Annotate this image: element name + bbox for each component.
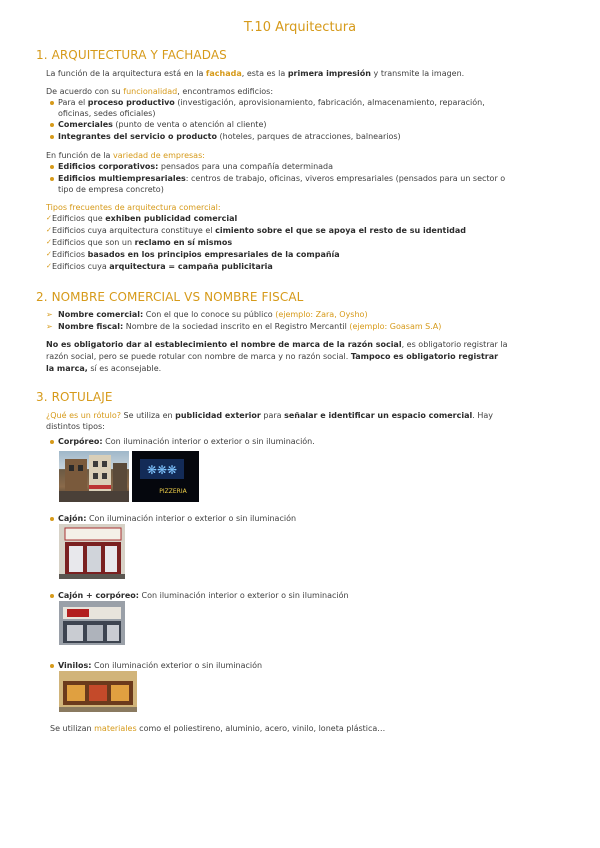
commercial-name: Nombre comercial: Con el que lo conoce su público (ejemplo: Zara, Oysho) xyxy=(58,310,368,319)
type-3: Edificios que son un reclamo en sí mismos xyxy=(52,238,233,247)
bullet-productive-cont: oficinas, sedes oficiales) xyxy=(58,109,156,118)
bullet-icon xyxy=(50,517,54,521)
document-title: T.10 Arquitectura xyxy=(243,20,357,35)
sign-type-cajon: Cajón: Con iluminación interior o exterior o sin iluminación xyxy=(58,514,297,523)
bullet-icon xyxy=(50,135,54,139)
building-illustration xyxy=(59,451,129,502)
vinyl-illustration xyxy=(59,671,137,712)
fiscal-name: Nombre fiscal: Nombre de la sociedad inscrito en el Registro Mercantil (ejemplo: Goasam S.A) xyxy=(58,322,442,331)
bullet-icon xyxy=(50,664,54,668)
photo-vinyl-storefront xyxy=(59,671,137,712)
bullet-icon xyxy=(50,101,54,105)
s2-paragraph-line-3: la marca, sí es aconsejable. xyxy=(46,364,162,373)
bullet-icon xyxy=(50,177,54,181)
arrow-icon: ➢ xyxy=(46,322,53,331)
pizzeria-sign-text: PIZZERIA xyxy=(159,488,187,495)
s1-intro: La función de la arquitectura está en la fachada, esta es la primera impresión y transmite la imagen. xyxy=(46,69,465,78)
shop-illustration xyxy=(59,524,125,579)
materials-line: Se utilizan materiales como el poliestireno, aluminio, acero, vinilo, loneta plástica… xyxy=(50,724,386,733)
bullet-commercial: Comerciales (punto de venta o atención al cliente) xyxy=(58,120,267,129)
photo-box-sign-shop xyxy=(59,524,125,579)
check-icon: ✓ xyxy=(46,214,52,222)
neon-sign-illustration xyxy=(132,451,199,502)
type-2: Edificios cuya arquitectura constituye el cimiento sobre el que se apoya el resto de su identidad xyxy=(52,226,466,235)
sign-type-corporeo: Corpóreo: Con iluminación interior o exterior o sin iluminación. xyxy=(58,437,315,446)
type-4: Edificios basados en los principios empresariales de la compañía xyxy=(52,250,340,259)
check-icon: ✓ xyxy=(46,250,52,258)
bullet-productive: Para el proceso productivo (investigación, aprovisionamiento, fabricación, almacenamiento, reparación, xyxy=(58,98,485,107)
bullet-integrated: Integrantes del servicio o producto (hoteles, parques de atracciones, balnearios) xyxy=(58,132,401,141)
type-1: Edificios que exhiben publicidad comercial xyxy=(52,214,238,223)
s2-paragraph-line-1: No es obligatorio dar al establecimiento el nombre de marca de la razón social, es obligatorio registrar la xyxy=(46,340,508,349)
bullet-icon xyxy=(50,440,54,444)
arrow-icon: ➢ xyxy=(46,310,53,319)
s1-types-heading: Tipos frecuentes de arquitectura comercial: xyxy=(46,203,221,212)
section-3-heading: 3. ROTULAJE xyxy=(36,390,113,404)
bullet-icon xyxy=(50,123,54,127)
svg-text:❋❋❋: ❋❋❋ xyxy=(146,463,178,477)
bullet-multi: Edificios multiempresariales: centros de trabajo, oficinas, viveros empresariales (pensados para un sector o xyxy=(58,174,506,183)
sign-type-vinilos: Vinilos: Con iluminación exterior o sin iluminación xyxy=(58,661,263,670)
section-2-heading: 2. NOMBRE COMERCIAL VS NOMBRE FISCAL xyxy=(36,290,304,304)
photo-building-facade xyxy=(59,451,129,502)
s3-question-line-1: ¿Qué es un rótulo? Se utiliza en publicidad exterior para señalar e identificar un espacio comercial. Hay xyxy=(46,411,494,420)
storefront-illustration xyxy=(59,601,125,645)
bullet-corporate: Edificios corporativos: pensados para una compañía determinada xyxy=(58,162,334,171)
photo-box-corporeal-sign xyxy=(59,601,125,645)
bullet-icon xyxy=(50,594,54,598)
check-icon: ✓ xyxy=(46,262,52,270)
s1-variety: En función de la variedad de empresas: xyxy=(46,151,205,160)
bullet-multi-cont: tipo de empresa concreto) xyxy=(58,185,164,194)
sign-type-cajon-corporeo: Cajón + corpóreo: Con iluminación interior o exterior o sin iluminación xyxy=(58,591,349,600)
s3-question-line-2: distintos tipos: xyxy=(46,422,105,431)
section-1-heading: 1. ARQUITECTURA Y FACHADAS xyxy=(36,48,227,62)
check-icon: ✓ xyxy=(46,226,52,234)
type-5: Edificios cuya arquitectura = campaña publicitaria xyxy=(52,262,273,271)
s2-paragraph-line-2: razón social, pero se puede rotular con nombre de marca y no razón social. Tampoco es obligatorio registrar xyxy=(46,352,499,361)
photo-neon-pizzeria xyxy=(132,451,199,502)
bullet-icon xyxy=(50,165,54,169)
s1-functionality: De acuerdo con su funcionalidad, encontramos edificios: xyxy=(46,87,274,96)
check-icon: ✓ xyxy=(46,238,52,246)
